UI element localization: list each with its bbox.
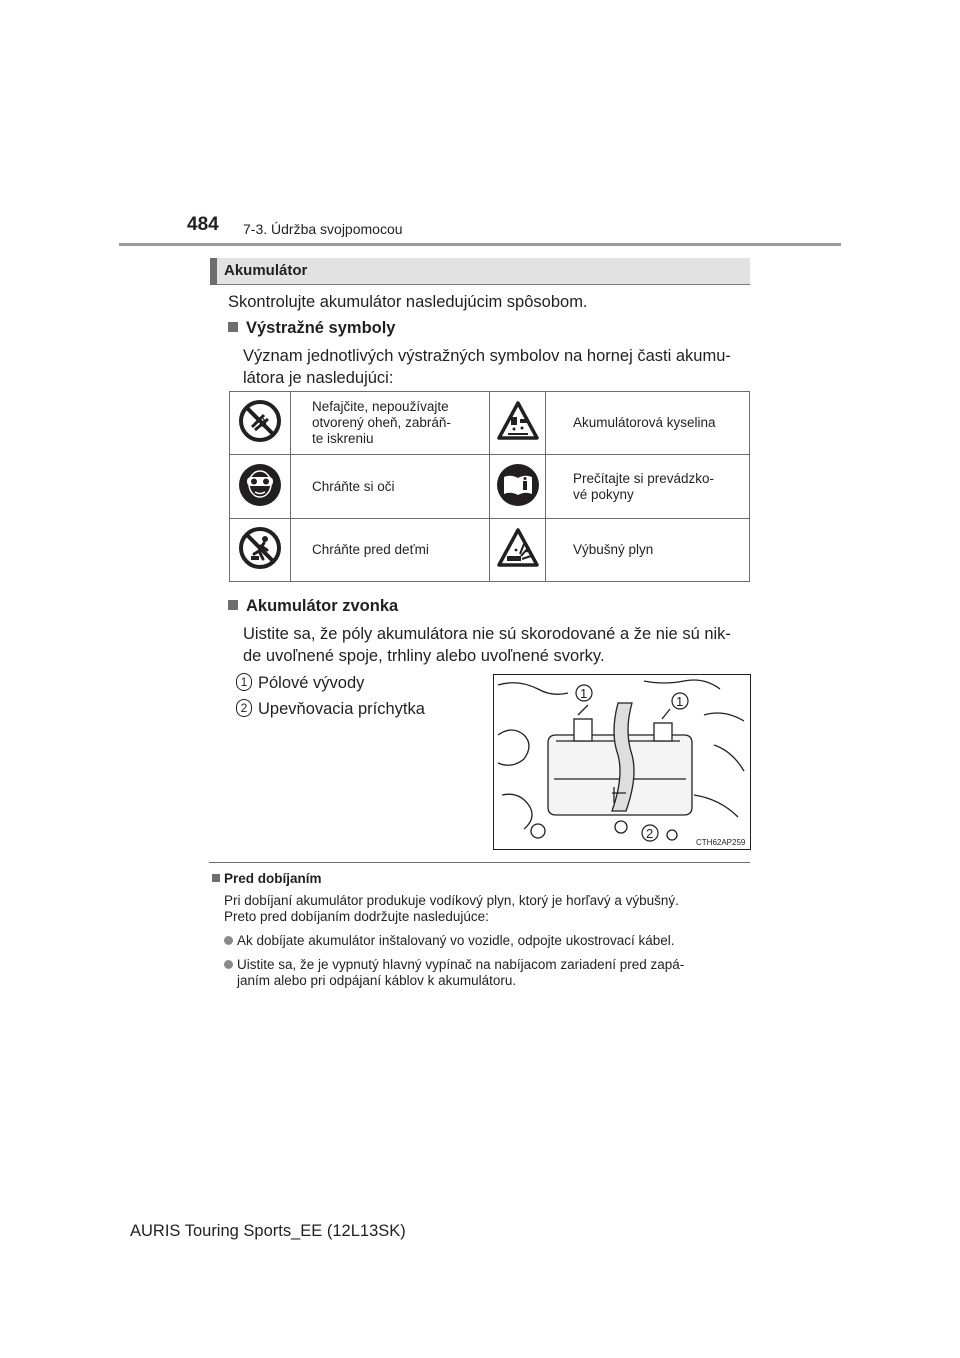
figure-marker-1a: 1: [580, 686, 588, 701]
read-instructions-icon: [496, 463, 540, 507]
symbol-description: Akumulátorová kyselina: [546, 392, 750, 455]
charging-bullet-2-cont: janím alebo pri odpájaní káblov k akumulátoru.: [237, 973, 517, 988]
square-bullet-icon: [212, 874, 220, 882]
callout-number-2: 2: [236, 699, 252, 717]
notes-divider: [209, 862, 750, 863]
symbol-description: Chráňte si oči: [291, 455, 490, 519]
round-bullet-icon: [224, 960, 233, 969]
figure-marker-1b: 1: [676, 694, 684, 709]
warning-symbols-paragraph-2: látora je nasledujúci:: [243, 369, 394, 387]
symbol-cell: [230, 455, 291, 519]
charging-paragraph-1: Pri dobíjaní akumulátor produkuje vodíkový plyn, ktorý je horľavý a výbušný.: [224, 893, 679, 908]
page-footer: AURIS Touring Sports_EE (12L13SK): [130, 1222, 406, 1240]
square-bullet-icon: [228, 322, 238, 332]
warning-symbols-heading: Výstražné symboly: [228, 316, 395, 340]
symbol-description: Chráňte pred deťmi: [291, 519, 490, 582]
header-divider: [119, 243, 841, 246]
warning-symbols-table: [229, 391, 750, 582]
section-heading-bar: [210, 258, 750, 285]
charging-heading: Pred dobíjaním: [212, 871, 322, 887]
page-number: 484: [187, 214, 219, 235]
callout-number-1: 1: [236, 673, 252, 691]
section-heading: Akumulátor: [224, 262, 308, 279]
exterior-paragraph-1: Uistite sa, že póly akumulátora nie sú skorodované a že nie sú nik-: [243, 625, 731, 643]
section-intro: Skontrolujte akumulátor nasledujúcim spôsobom.: [228, 293, 588, 311]
symbol-cell: [230, 519, 291, 582]
no-smoking-no-flame-icon: [238, 399, 282, 443]
explosive-gas-icon: [496, 526, 540, 570]
figure-marker-2: 2: [646, 826, 654, 841]
symbol-description: Nefajčite, nepoužívajte otvorený oheň, zabráň- te iskreniu: [291, 392, 490, 455]
callout-clamp: 2 Upevňovacia príchytka: [236, 697, 425, 721]
eye-protection-icon: [238, 463, 282, 507]
charging-bullet-1: Ak dobíjate akumulátor inštalovaný vo vozidle, odpojte ukostrovací kábel.: [224, 933, 675, 949]
section-accent: [210, 258, 217, 285]
warning-symbols-paragraph-1: Význam jednotlivých výstražných symbolov na hornej časti akumu-: [243, 347, 731, 365]
charging-bullet-2: Uistite sa, že je vypnutý hlavný vypínač na nabíjacom zariadení pred zapá-: [224, 957, 684, 973]
battery-drawing: [494, 675, 750, 849]
exterior-heading: Akumulátor zvonka: [228, 594, 398, 618]
round-bullet-icon: [224, 936, 233, 945]
table-row: [230, 455, 750, 519]
symbol-cell: [490, 455, 546, 519]
charging-paragraph-2: Preto pred dobíjaním dodržujte nasledujúce:: [224, 909, 489, 924]
symbol-cell: [230, 392, 291, 455]
table-row: [230, 392, 750, 455]
chapter-title: 7-3. Údržba svojpomocou: [243, 221, 403, 237]
symbol-cell: [490, 392, 546, 455]
symbol-description: Výbušný plyn: [546, 519, 750, 582]
square-bullet-icon: [228, 600, 238, 610]
symbol-cell: [490, 519, 546, 582]
exterior-paragraph-2: de uvoľnené spoje, trhliny alebo uvoľnené svorky.: [243, 647, 605, 665]
keep-away-from-children-icon: [238, 526, 282, 570]
battery-illustration: [493, 674, 751, 850]
table-row: [230, 519, 750, 582]
battery-acid-icon: [496, 399, 540, 443]
symbol-description: Prečítajte si prevádzko- vé pokyny: [546, 455, 750, 519]
figure-code: CTH62AP259: [696, 838, 746, 847]
callout-terminals: 1 Pólové vývody: [236, 671, 364, 695]
